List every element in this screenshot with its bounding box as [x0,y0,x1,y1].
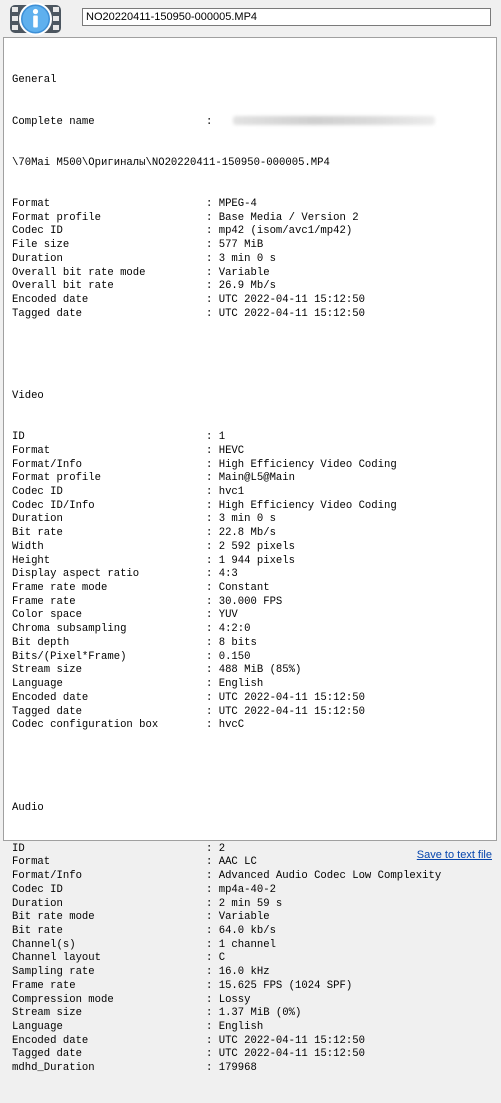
separator: : [206,609,219,622]
general-info-row [12,225,441,239]
separator: : [206,266,219,279]
field-label: Channel(s) [12,938,76,951]
separator: : [206,431,219,444]
field-value: 3 min 0 s [218,513,276,526]
field-label: File size [12,239,70,252]
field-label: Frame rate mode [12,582,108,595]
field-value: 30.000 FPS [218,595,283,608]
complete-name-row [12,116,441,130]
video-rows [12,431,441,733]
separator: : [206,897,219,910]
field-value: 1 [218,431,226,444]
field-value: 15.625 FPS (1024 SPF) [218,979,353,992]
field-label: Bit rate [12,925,63,937]
save-to-text-file-link[interactable]: Save to text file [416,849,492,861]
audio-info-row [12,1021,441,1035]
field-value: HEVC [218,444,245,457]
field-label: mdhd_Duration [12,1062,95,1075]
field-value: UTC 2022-04-11 15:12:50 [218,1034,365,1047]
field-value: Lossy [218,993,251,1006]
audio-info-row [12,1007,441,1021]
separator: : [206,856,219,869]
field-label: Duration [12,897,63,910]
section-title-video: Video [12,389,44,402]
separator: : [206,979,219,992]
separator: : [206,1007,219,1020]
field-label: Format profile [12,211,102,224]
separator: : [206,472,219,485]
field-label: Compression mode [12,993,114,1006]
separator: : [206,554,219,567]
field-value: Advanced Audio Codec Low Complexity [218,870,442,883]
audio-info-row [12,911,441,925]
video-info-row [12,664,441,678]
video-info-row [12,431,441,445]
separator: : [206,225,219,238]
field-label: Format [12,197,51,210]
separator: : [206,719,219,732]
field-label: ID [12,842,25,855]
field-value: mp4a-40-2 [218,883,276,896]
field-value: UTC 2022-04-11 15:12:50 [218,1048,365,1061]
separator: : [206,252,219,265]
general-info-row [12,253,441,267]
field-label: Language [12,678,63,691]
field-label: ID [12,431,25,444]
field-value: 4:2:0 [218,623,251,636]
section-title-general: General [12,74,57,87]
field-value: 22.8 Mb/s [218,527,276,540]
separator: : [206,307,219,320]
field-value: 2 min 59 s [218,897,283,910]
audio-info-row [12,952,441,966]
separator: : [206,239,219,252]
field-label: Channel layout [12,952,102,965]
field-value: hvcC [218,719,245,732]
field-value: 2 592 pixels [218,540,296,553]
separator: : [206,540,219,553]
general-info-row [12,280,441,294]
general-info-row [12,212,441,226]
audio-info-row [12,925,441,939]
separator: : [206,444,219,457]
video-info-row [12,541,441,555]
general-info-row [12,267,441,281]
audio-info-row [12,898,441,912]
separator: : [206,1021,219,1034]
separator: : [206,595,219,608]
field-label: Bit rate mode [12,911,95,924]
general-info-row [12,239,441,253]
field-value: 577 MiB [218,239,264,252]
video-info-row [12,459,441,473]
field-label: Encoded date [12,1034,89,1047]
separator: : [206,115,219,128]
section-gap [12,349,441,363]
video-info-row [12,706,441,720]
section-gap [12,760,441,774]
audio-info-row [12,884,441,898]
general-info-row [12,198,441,212]
field-label: Codec ID/Info [12,499,95,512]
video-info-row [12,651,441,665]
separator: : [206,678,219,691]
separator: : [206,938,219,951]
video-info-row [12,623,441,637]
video-info-row [12,513,441,527]
separator: : [206,527,219,540]
field-label: Format/Info [12,458,82,471]
field-value: Base Media / Version 2 [218,211,359,224]
field-label: Overall bit rate mode [12,266,146,279]
complete-name-label: Complete name [12,115,95,128]
field-label: Frame rate [12,595,76,608]
field-value: English [218,1021,264,1034]
field-label: Format/Info [12,870,82,883]
general-info-row [12,294,441,308]
field-value: 16.0 kHz [218,966,270,979]
field-label: Codec ID [12,883,63,896]
field-value: 8 bits [218,636,257,649]
field-label: Bit depth [12,636,70,649]
field-label: Stream size [12,1007,82,1020]
field-label: Format profile [12,472,102,485]
audio-info-row [12,870,441,884]
field-value: English [218,678,264,691]
field-value: 0.150 [218,650,251,663]
separator: : [206,280,219,293]
audio-info-row [12,939,441,953]
separator: : [206,925,219,937]
info-icon [9,2,62,36]
complete-name-path: \70Mai M500\Оригиналы\NO20220411-150950-000005.MP4 [12,156,330,169]
video-info-row [12,445,441,459]
video-info-row [12,486,441,500]
field-label: Format [12,444,51,457]
video-info-row [12,678,441,692]
field-value: UTC 2022-04-11 15:12:50 [218,705,365,718]
field-value: AAC LC [218,856,257,869]
field-label: Chroma subsampling [12,623,127,636]
audio-info-row [12,856,441,870]
video-info-row [12,719,441,733]
video-info-row [12,500,441,514]
field-label: Sampling rate [12,966,95,979]
separator: : [206,705,219,718]
separator: : [206,691,219,704]
field-label: Tagged date [12,705,82,718]
report-text [12,47,441,1103]
separator: : [206,582,219,595]
video-info-row [12,609,441,623]
field-value: 2 [218,842,226,855]
separator: : [206,486,219,498]
field-label: Tagged date [12,1048,82,1061]
separator: : [206,623,219,636]
field-label: Encoded date [12,691,89,704]
field-value: Variable [218,266,270,279]
field-value: 64.0 kb/s [218,925,276,937]
field-label: Bits/(Pixel*Frame) [12,650,127,663]
field-label: Color space [12,609,82,622]
audio-info-row [12,994,441,1008]
separator: : [206,1062,219,1075]
audio-info-row [12,1035,441,1049]
field-label: Frame rate [12,979,76,992]
field-label: Height [12,554,51,567]
audio-info-row [12,980,441,994]
video-info-row [12,527,441,541]
field-value: C [218,952,226,965]
general-info-row [12,308,441,322]
separator: : [206,458,219,471]
field-value: 1 channel [218,938,276,951]
field-value: 179968 [218,1062,257,1075]
audio-info-row [12,1062,441,1076]
field-value: Variable [218,911,270,924]
field-value: 4:3 [218,568,238,581]
audio-info-row [12,1048,441,1062]
field-label: Language [12,1021,63,1034]
separator: : [206,650,219,663]
separator: : [206,211,219,224]
separator: : [206,197,219,210]
field-label: Stream size [12,664,82,677]
separator: : [206,293,219,306]
field-value: 3 min 0 s [218,252,276,265]
audio-info-row [12,843,441,857]
field-value: 26.9 Mb/s [218,280,276,293]
field-label: Duration [12,252,63,265]
field-value: Main@L5@Main [218,472,296,485]
separator: : [206,568,219,581]
field-label: Tagged date [12,307,82,320]
video-info-row [12,555,441,569]
field-value: UTC 2022-04-11 15:12:50 [218,293,365,306]
field-label: Codec ID [12,225,63,238]
section-title-audio: Audio [12,801,44,814]
field-value: mp42 (isom/avc1/mp42) [218,225,353,238]
video-info-row [12,472,441,486]
separator: : [206,966,219,979]
field-value: MPEG-4 [218,197,257,210]
field-value: UTC 2022-04-11 15:12:50 [218,307,365,320]
video-info-row [12,568,441,582]
separator: : [206,513,219,526]
separator: : [206,664,219,677]
field-label: Display aspect ratio [12,568,140,581]
separator: : [206,870,219,883]
redacted-path [233,116,435,125]
separator: : [206,499,219,512]
field-value: hvc1 [218,486,245,498]
separator: : [206,911,219,924]
field-label: Codec configuration box [12,719,159,732]
field-value: 488 MiB (85%) [218,664,302,677]
general-rows [12,198,441,321]
field-label: Overall bit rate [12,280,114,293]
field-value: 1 944 pixels [218,554,296,567]
field-label: Bit rate [12,527,63,540]
separator: : [206,883,219,896]
field-value: YUV [218,609,238,622]
separator: : [206,1048,219,1061]
video-info-row [12,637,441,651]
field-label: Width [12,540,44,553]
field-value: High Efficiency Video Coding [218,458,397,471]
field-label: Codec ID [12,486,63,498]
field-value: Constant [218,582,270,595]
video-info-row [12,596,441,610]
separator: : [206,636,219,649]
field-label: Format [12,856,51,869]
separator: : [206,842,219,855]
field-value: 1.37 MiB (0%) [218,1007,302,1020]
separator: : [206,993,219,1006]
header-bar [0,0,501,36]
video-info-row [12,692,441,706]
field-value: High Efficiency Video Coding [218,499,397,512]
field-value: UTC 2022-04-11 15:12:50 [218,691,365,704]
video-info-row [12,582,441,596]
field-label: Encoded date [12,293,89,306]
separator: : [206,952,219,965]
separator: : [206,1034,219,1047]
audio-info-row [12,966,441,980]
audio-rows [12,843,441,1076]
filename-field[interactable]: NO20220411-150950-000005.MP4 [82,8,491,26]
field-label: Duration [12,513,63,526]
